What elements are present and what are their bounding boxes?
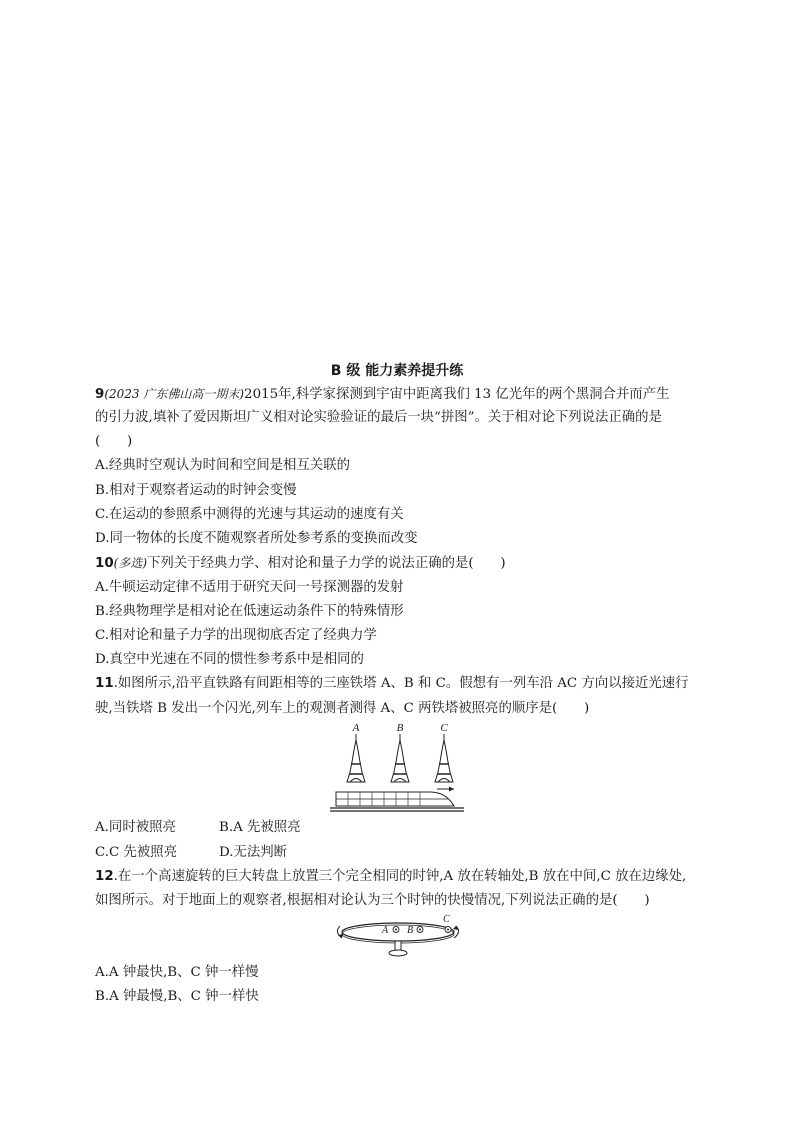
q11-stem-1: .如图所示,沿平直铁路有间距相等的三座铁塔 A、B 和 C。假想有一列车沿 AC 方向以接近光速行: [113, 676, 689, 691]
tower-label-b: B: [396, 722, 404, 734]
q11-option-b: B.A 先被照亮: [219, 820, 301, 835]
q12-option-b: B.A 钟最慢,B、C 钟一样快: [95, 989, 259, 1004]
q11-option-c: C.C 先被照亮: [95, 845, 178, 860]
q10-tag: (多选): [113, 556, 148, 570]
q11-option-a: A.同时被照亮: [95, 820, 176, 835]
tower-label-c: C: [440, 722, 448, 734]
clock-label-b: B: [407, 925, 414, 936]
q12-stem-1: .在一个高速旋转的巨大转盘上放置三个完全相同的时钟,A 放在转轴处,B 放在中间,C 放在边缘处,: [113, 869, 687, 884]
q9-source: (2023 广东佛山高一期末): [104, 387, 245, 401]
q11-options-row2: [95, 843, 288, 863]
q10-stem-text: 下列关于经典力学、相对论和量子力学的说法正确的是( ): [147, 556, 506, 571]
q9-option-c: C.在运动的参照系中测得的光速与其运动的速度有关: [95, 507, 404, 522]
q10-option-d: D.真空中光速在不同的惯性参考系中是相同的: [95, 652, 364, 667]
q10-stem: [95, 553, 506, 574]
tower-b: [391, 734, 409, 782]
q12-number: 12: [95, 869, 114, 884]
q11-number: 11: [95, 676, 114, 691]
clock-label-a: A: [382, 925, 389, 936]
tower-label-a: A: [352, 722, 360, 734]
q9-stem-2: 的引力波,填补了爱因斯坦广义相对论实验验证的最后一块“拼图”。关于相对论下列说法正确的是: [95, 410, 662, 425]
q11-stem-2: 驶,当铁塔 B 发出一个闪光,列车上的观测者测得 A、C 两铁塔被照亮的顺序是( ): [95, 701, 590, 716]
q9-number: 9: [95, 387, 105, 402]
turntable-base: [389, 950, 407, 956]
q10-option-c: C.相对论和量子力学的出现彻底否定了经典力学: [95, 628, 377, 643]
q9-line1: [95, 384, 669, 405]
q11-options-row1: [95, 818, 301, 838]
q11-option-d: D.无法判断: [219, 845, 288, 860]
tower-a: [347, 734, 365, 782]
section-title: B 级 能力素养提升练: [330, 363, 464, 379]
direction-arrow: [437, 787, 454, 792]
q9-stem-1: 2015年,科学家探测到宇宙中距离我们 13 亿光年的两个黑洞合并而产生: [244, 387, 670, 402]
q12-option-a: A.A 钟最快,B、C 钟一样慢: [95, 965, 259, 980]
tower-c: [435, 734, 453, 782]
q10-option-b: B.经典物理学是相对论在低速运动条件下的特殊情形: [95, 604, 404, 619]
q10-option-a: A.牛顿运动定律不适用于研究天问一号探测器的发射: [95, 580, 404, 595]
q9-option-b: B.相对于观察者运动的时钟会变慢: [95, 483, 297, 498]
q9-stem-3: ( ): [95, 434, 133, 449]
q10-number: 10: [95, 556, 114, 571]
q9-option-a: A.经典时空观认为时间和空间是相互关联的: [95, 458, 350, 473]
q11-line1: [95, 674, 689, 694]
q9-option-d: D.同一物体的长度不随观察者所处参考系的变换而改变: [95, 531, 418, 546]
train: [336, 792, 454, 806]
q12-line1: [95, 867, 686, 887]
q12-stem-2: 如图所示。对于地面上的观察者,根据相对论认为三个时钟的快慢情况,下列说法正确的是( ): [95, 893, 650, 908]
railway-tower-figure: [330, 720, 464, 814]
clock-label-c: C: [443, 914, 450, 925]
turntable-figure: [336, 912, 464, 962]
